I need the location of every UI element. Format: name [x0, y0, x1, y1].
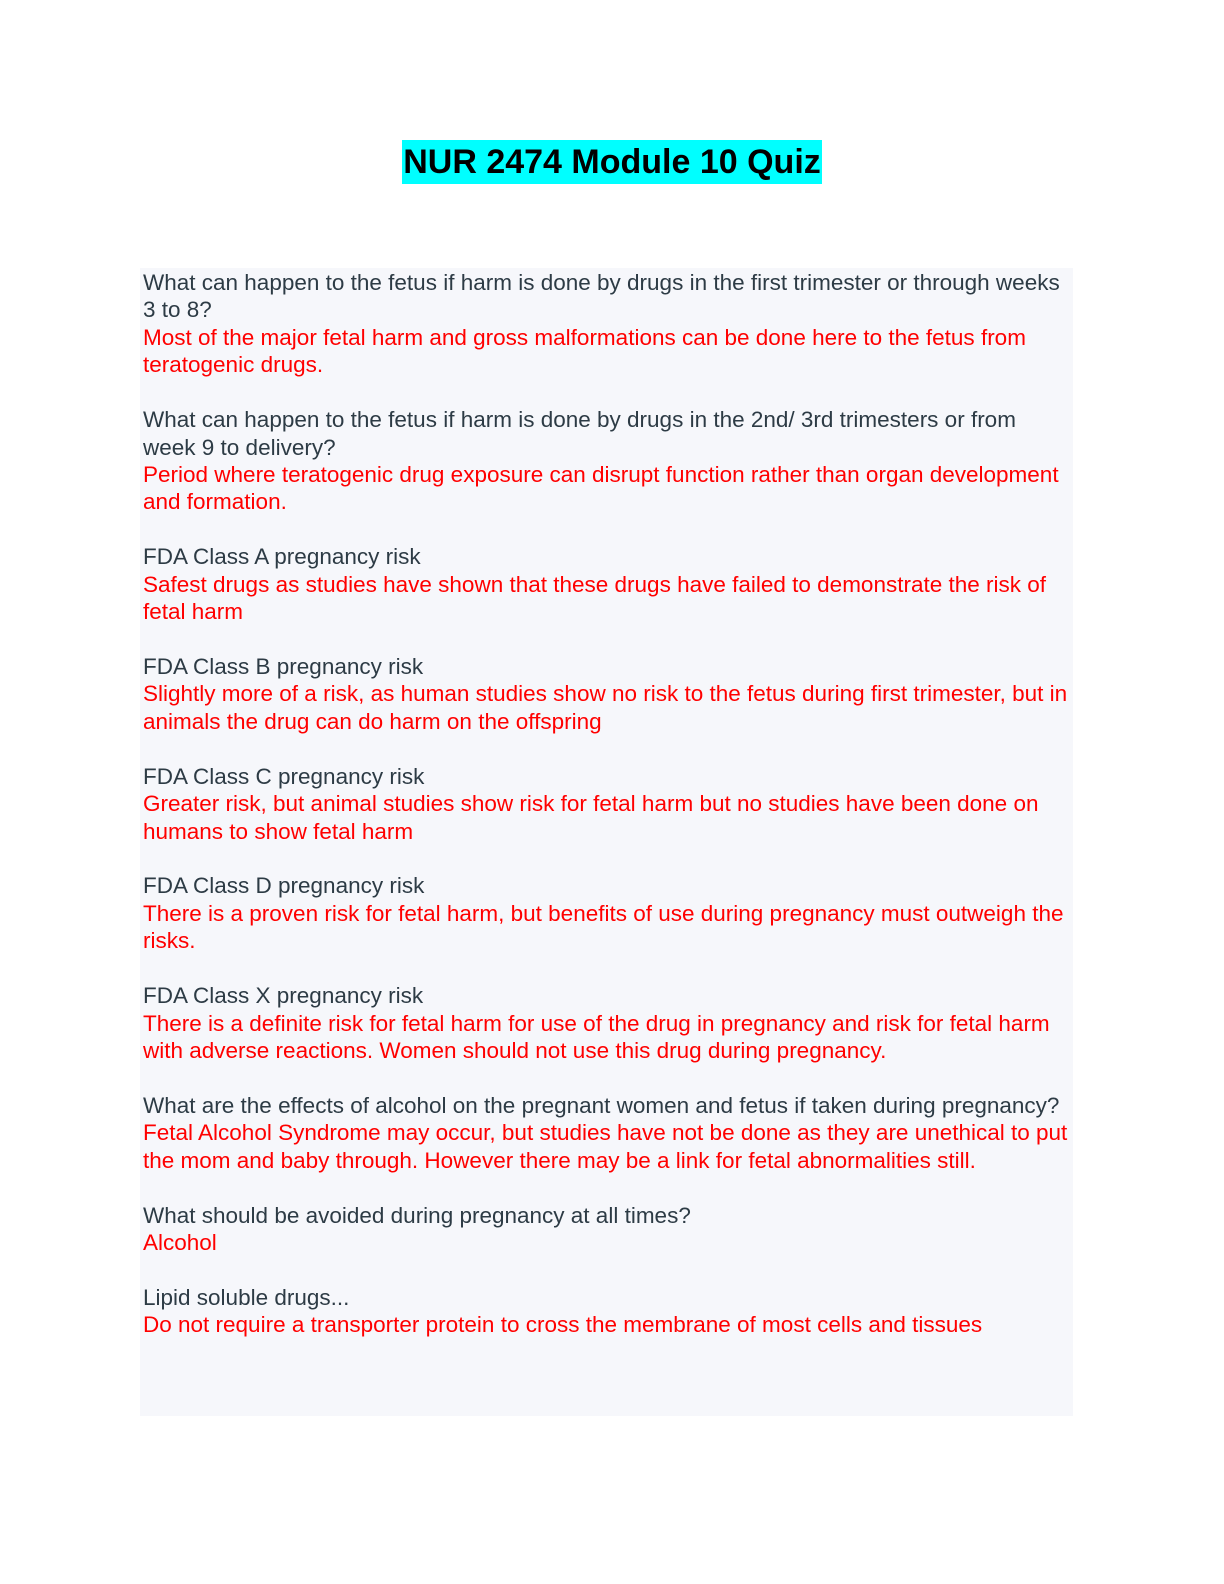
- question-text: FDA Class A pregnancy risk: [143, 544, 421, 570]
- question-text: What are the effects of alcohol on the pregnant women and fetus if taken during pregnancy?: [143, 1092, 1060, 1118]
- answer-text: Greater risk, but animal studies show risk for fetal harm but no studies have been done on humans to show fetal harm: [143, 791, 1039, 844]
- qa-item: [143, 1202, 1068, 1257]
- answer-text: There is a definite risk for fetal harm for use of the drug in pregnancy and risk for fetal harm with adverse reactions. Women should not use this drug during pregnancy.: [143, 1010, 1050, 1063]
- document-title: NUR 2474 Module 10 Quiz: [402, 140, 822, 184]
- question-text: FDA Class D pregnancy risk: [143, 873, 425, 899]
- qa-item: [143, 763, 1068, 845]
- qa-item: [143, 872, 1068, 954]
- question-text: What can happen to the fetus if harm is done by drugs in the 2nd/ 3rd trimesters or from week 9 to delivery?: [143, 407, 1016, 460]
- question-text: What can happen to the fetus if harm is done by drugs in the first trimester or through weeks 3 to 8?: [143, 270, 1060, 323]
- qa-item: [143, 543, 1068, 625]
- question-text: What should be avoided during pregnancy at all times?: [143, 1202, 691, 1228]
- answer-text: Alcohol: [143, 1229, 217, 1255]
- qa-item: [143, 653, 1068, 735]
- qa-item: [143, 406, 1068, 516]
- qa-item: [143, 269, 1068, 379]
- answer-text: Most of the major fetal harm and gross malformations can be done here to the fetus from teratogenic drugs.: [143, 324, 1026, 378]
- answer-text: Safest drugs as studies have shown that these drugs have failed to demonstrate the risk of fetal harm: [143, 571, 1047, 625]
- answer-text: Do not require a transporter protein to cross the membrane of most cells and tissues: [143, 1312, 983, 1338]
- answer-text: There is a proven risk for fetal harm, but benefits of use during pregnancy must outweigh the risks.: [143, 900, 1064, 954]
- qa-list: [143, 269, 1068, 1366]
- question-text: Lipid soluble drugs...: [143, 1284, 350, 1310]
- title-container: [0, 140, 1224, 184]
- qa-item: [143, 982, 1068, 1064]
- question-text: FDA Class C pregnancy risk: [143, 763, 425, 789]
- qa-item: [143, 1284, 1068, 1339]
- answer-text: Fetal Alcohol Syndrome may occur, but studies have not be done as they are unethical to put the mom and baby through. However there may be a link for fetal abnormalities still.: [143, 1120, 1068, 1173]
- question-text: FDA Class X pregnancy risk: [143, 983, 424, 1009]
- qa-item: [143, 1092, 1068, 1174]
- answer-text: Period where teratogenic drug exposure can disrupt function rather than organ development and formation.: [143, 461, 1059, 515]
- answer-text: Slightly more of a risk, as human studies show no risk to the fetus during first trimester, but in animals the drug can do harm on the offspring: [143, 681, 1068, 734]
- question-text: FDA Class B pregnancy risk: [143, 653, 424, 679]
